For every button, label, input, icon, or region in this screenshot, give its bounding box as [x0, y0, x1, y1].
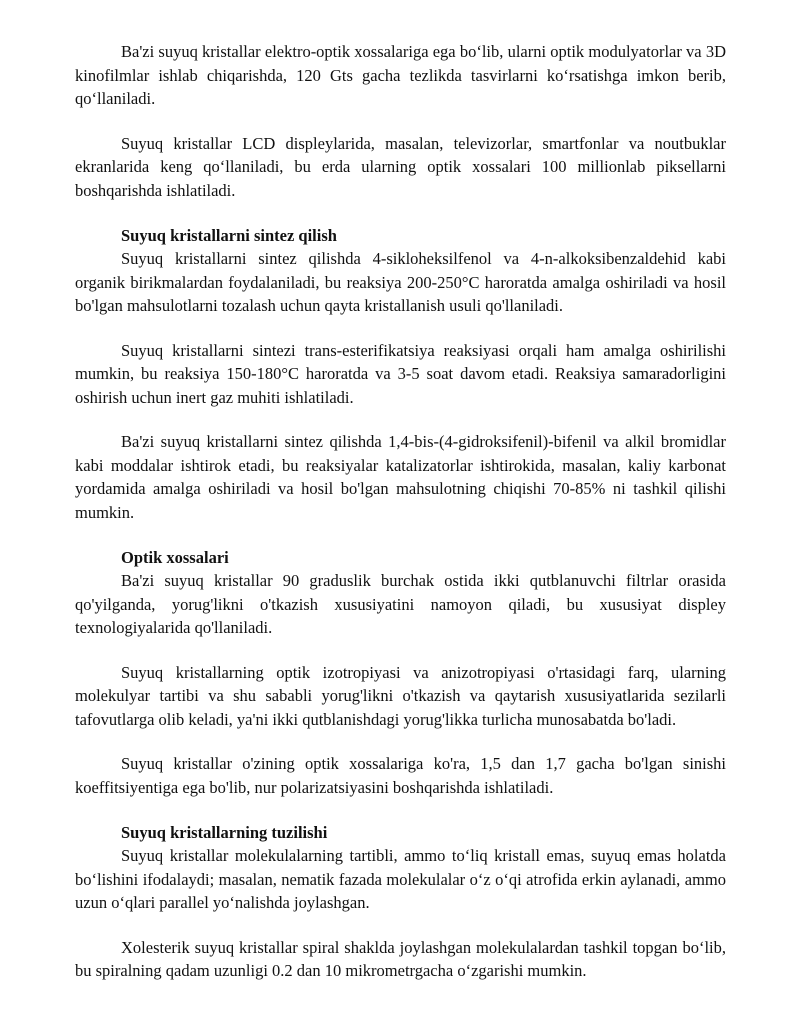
paragraph-optics-refraction: Suyuq kristallar o'zining optik xossalariga ko'ra, 1,5 dan 1,7 gacha bo'lgan sinishi koeffitsiyentiga ega bo'lib, nur polarizatsiyasini boshqarishda ishlatiladi. — [75, 754, 726, 797]
paragraph-electro-optic: Ba'zi suyuq kristallar elektro-optik xossalariga ega bo‘lib, ularni optik modulyatorlar va 3D kinofilmlar ishlab chiqarishda, 120 Gts gacha tezlikda tasvirlarni ko‘rsatishga imkon berib, qo‘llaniladi. — [75, 42, 726, 108]
paragraph-structure-nematic: Suyuq kristallar molekulalarning tartibli, ammo to‘liq kristall emas, suyuq emas holatda bo‘lishini ifodalaydi; masalan, nematik fazada molekulalar o‘z o‘qi atrofida erkin aylanadi, ammo uzun o‘qlari parallel yo‘nalishda joylashgan. — [75, 846, 726, 912]
paragraph-synthesis-catalysts: Ba'zi suyuq kristallarni sintez qilishda 1,4-bis-(4-gidroksifenil)-bifenil va alkil bromidlar kabi moddalar ishtirok etadi, bu reaksiyalar katalizatorlar ishtirokida, masalan, kaliy karbonat yordamida amalga oshiriladi va hosil bo'lgan mahsulotning chiqishi 70-85% ni tashkil qilishi mumkin. — [75, 432, 726, 522]
paragraph-optics-polarizers: Ba'zi suyuq kristallar 90 graduslik burchak ostida ikki qutblanuvchi filtrlar orasida qo'yilganda, yorug'likni o'tkazish xususiyatini namoyon qiladi, bu xususiyat displey texnologiyalarida qo'llaniladi. — [75, 571, 726, 637]
paragraph-synthesis-organic: Suyuq kristallarni sintez qilishda 4-sikloheksilfenol va 4-n-alkoksibenzaldehid kabi organik birikmalardan foydalaniladi, bu reaksiya 200-250°C haroratda amalga oshiriladi va hosil bo'lgan mahsulotlarni tozalash uchun qayta kristallanish usuli qo'llaniladi. — [75, 249, 726, 315]
paragraph-synthesis-transesterification: Suyuq kristallarni sintezi trans-esterifikatsiya reaksiyasi orqali ham amalga oshirilishi mumkin, bu reaksiya 150-180°C haroratda va 3-5 soat davom etadi. Reaksiya samaradorligini oshirish uchun inert gaz muhiti ishlatiladi. — [75, 340, 726, 407]
paragraph-optics-anisotropy: Suyuq kristallarning optik izotropiyasi va anizotropiyasi o'rtasidagi farq, ularning molekulyar tartibi va shu sababli yorug'likni o'tkazish va qaytarish xususiyatlarida sezilarli tafovutlarga olib keladi, ya'ni ikki qutblanishdagi yorug'likka turlicha munosabatda bo'ladi. — [75, 662, 726, 729]
document-page — [75, 40, 726, 983]
heading-optics: Optik xossalari — [121, 548, 229, 567]
paragraph-lcd-displays: Suyuq kristallar LCD displeylarida, masalan, televizorlar, smartfonlar va noutbuklar ekranlarida keng qo‘llaniladi, bu erda ularning optik xossalari 100 millionlab piksellarni boshqarishda ishlatiladi. — [75, 133, 726, 200]
paragraph-structure-cholesteric: Xolesterik suyuq kristallar spiral shaklda joylashgan molekulalardan tashkil topgan bo‘lib, bu spiralning qadam uzunligi 0.2 dan 10 mikrometrgacha o‘zgarishi mumkin. — [75, 937, 726, 980]
heading-synthesis: Suyuq kristallarni sintez qilish — [121, 226, 337, 245]
heading-structure: Suyuq kristallarning tuzilishi — [121, 823, 328, 842]
